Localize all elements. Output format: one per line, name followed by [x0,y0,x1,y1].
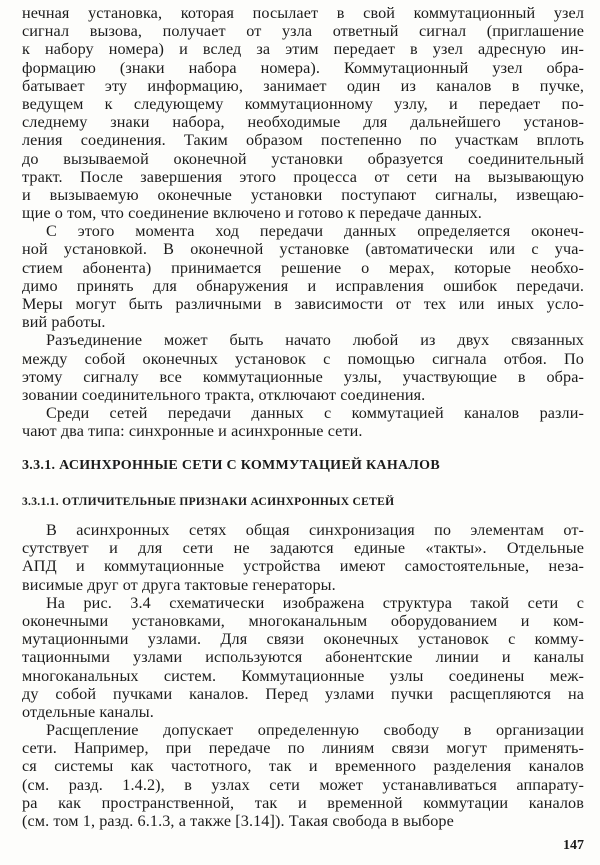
section-heading: 3.3.1. АСИНХРОННЫЕ СЕТИ С КОММУТАЦИЕЙ КАНАЛОВ [22,458,440,473]
text-line: многоканальных систем. Коммутационные узлы соединены меж- [22,666,584,685]
text-line: нечная установка, которая посылает в свой коммутационный узел [22,4,584,22]
text-line: ведущем к следующему коммутационному узлу, и передает по- [22,94,584,113]
text-line: отдельные каналы. [22,702,154,721]
text-block-top [22,4,584,441]
text-line: тракт. После завершения этого процесса от сети на вызывающую [22,167,584,186]
text-line: ся системы как частотного, так и временного разделения каналов [22,757,584,776]
text-line: щие о том, что соединение включено и готово к передаче данных. [22,204,482,223]
text-line: (см. том 1, разд. 6.1.3, а также [3.14]). Такая свобода в выборе [22,812,454,830]
text-line: Среди сетей передачи данных с коммутацией каналов разли- [46,404,584,423]
text-line: между собой оконечных установок с помощью сигнала отбоя. По [22,349,584,368]
text-line: тационными узлами используются абонентские линии и каналы [22,648,584,667]
text-line: Расщепление допускает определенную свободу в организации [46,721,584,740]
text-line: Разъединение может быть начато любой из двух связанных [46,331,584,350]
paragraph [22,222,584,331]
text-line: чают два типа: синхронные и асинхронные сети. [22,422,363,441]
text-line: ления соединения. Таким образом постепенно по участкам вплоть [22,131,584,150]
text-line: Меры могут быть различными в зависимости от тех или иных усло- [22,295,584,313]
paragraph [22,721,584,830]
text-line: мутационными узлами. Для связи оконечных установок с комму- [22,630,584,649]
text-line: оконечными установками, многоканальным оборудованием и ком- [22,611,584,630]
text-line: висимые друг от друга тактовые генераторы. [22,575,336,594]
text-line: и вызываемую оконечные установки поступают сигналы, извещаю- [22,185,584,204]
text-line: формацию (знаки набора номера). Коммутационный узел обра- [22,58,584,77]
text-line: стием абонента) принимается решение о мерах, которые необхо- [22,258,584,277]
text-line: димо принять для обнаружения и исправления ошибок передачи. [22,276,584,295]
text-line: следнему знаки набора, необходимые для дальнейшего установ- [22,113,584,132]
text-line: вий работы. [22,313,106,332]
paragraph [22,594,584,721]
text-line: сети. Например, при передаче по линиям связи могут применять- [22,739,584,758]
text-line: до вызываемой оконечной установки образуется соединительный [22,149,584,168]
text-line: зовании соединительного тракта, отключают соединения. [22,385,426,404]
text-line: батывает эту информацию, занимает один из каналов в пучке, [22,76,584,95]
text-line: На рис. 3.4 схематически изображена структура такой сети с [46,593,584,612]
subsection-heading: 3.3.1.1. ОТЛИЧИТЕЛЬНЫЕ ПРИЗНАКИ АСИНХРОННЫХ СЕТЕЙ [22,496,395,508]
text-line: С этого момента ход передачи данных определяется оконеч- [46,222,584,241]
text-line: сутствует и для сети не задаются единые «такты». Отдельные [22,539,584,558]
paragraph [22,331,584,404]
text-line: к набору номера) и вслед за этим передает в узел адресную ин- [22,40,584,59]
text-line: этому сигналу все коммутационные узлы, участвующие в обра- [22,367,584,386]
text-line: сигнал вызова, получает от узла ответный сигнал (приглашение [22,22,584,41]
paragraph [22,521,584,594]
text-line: (см. разд. 1.4.2), в узлах сети может устанавливаться аппарату- [22,775,584,794]
text-line: АПД и коммутационные устройства имеют самостоятельные, неза- [22,557,584,576]
text-line: ра как пространственной, так и временной коммутации каналов [22,793,584,812]
text-line: В асинхронных сетях общая синхронизация по элементам от- [46,521,584,539]
text-block-bottom [22,521,584,830]
paragraph [22,404,584,440]
paragraph [22,4,584,222]
text-line: ной установкой. В оконечной установке (автоматически или с уча- [22,240,584,259]
page-number: 147 [563,838,584,853]
text-line: ду собой пучками каналов. Перед узлами пучки расщепляются на [22,684,584,703]
